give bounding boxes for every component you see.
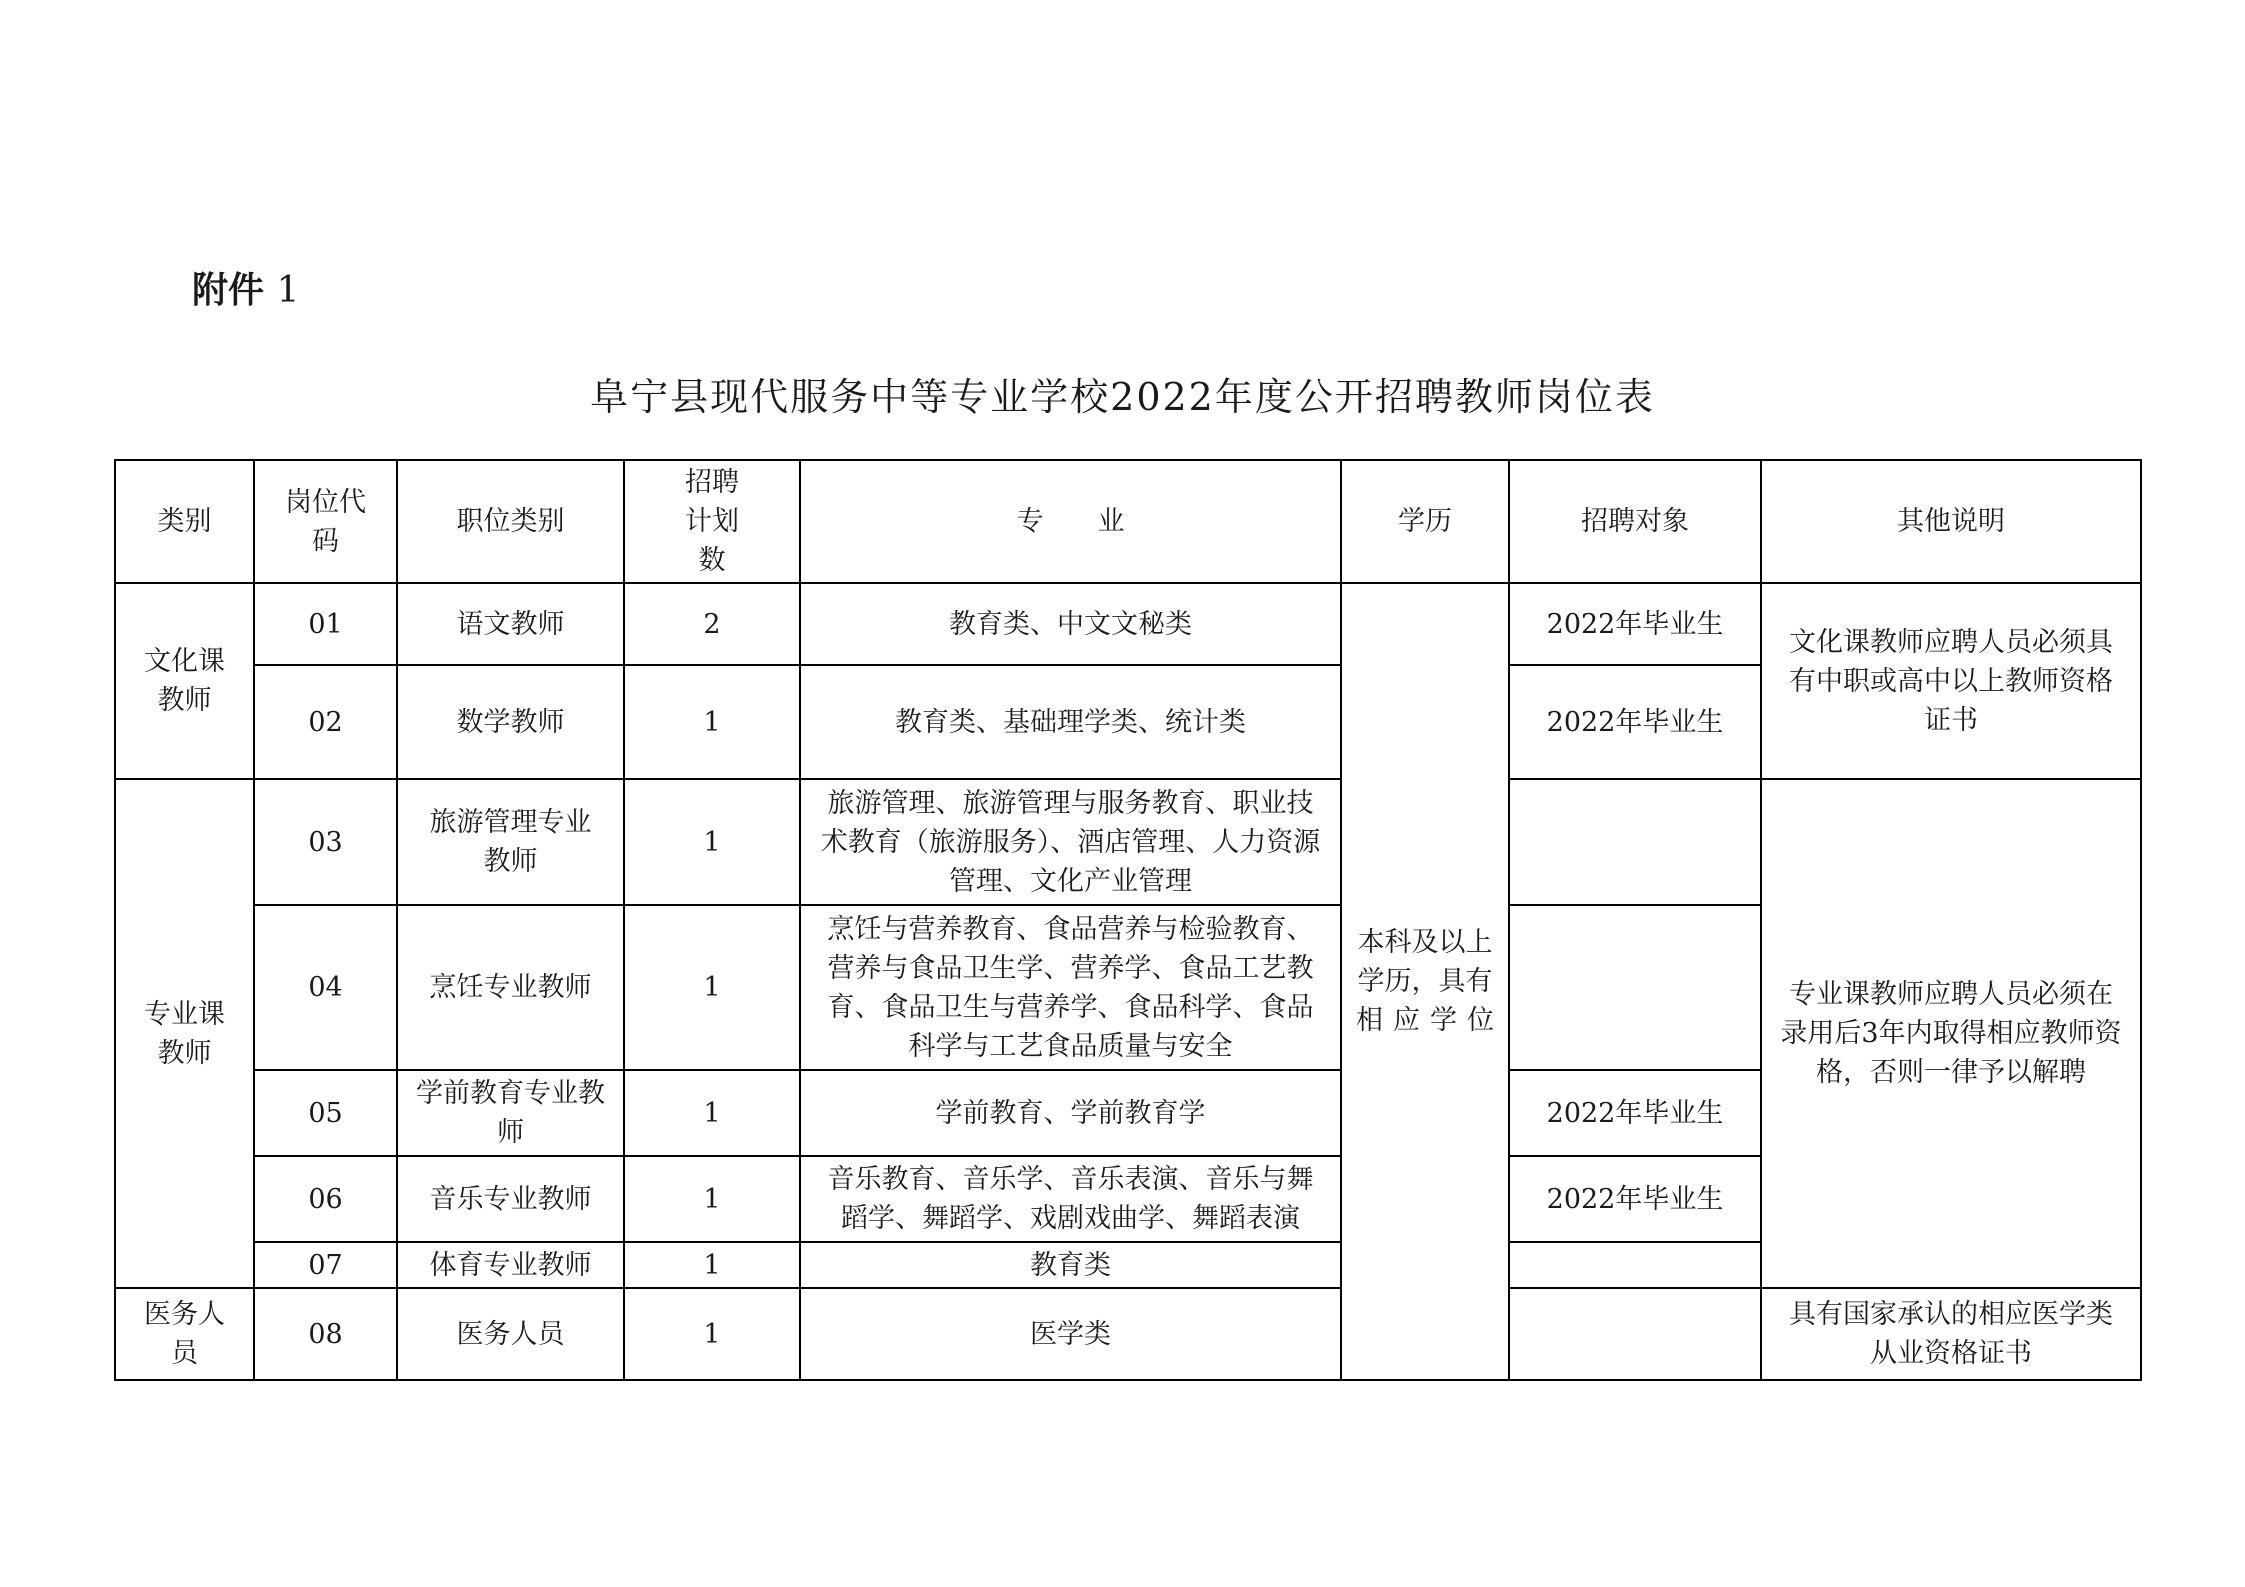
header-position: 职位类别 (397, 460, 624, 583)
cell-code: 06 (254, 1156, 397, 1242)
table-row (115, 583, 2141, 665)
cell-major: 教育类、基础理学类、统计类 (800, 665, 1341, 779)
header-target: 招聘对象 (1509, 460, 1761, 583)
cell-major: 音乐教育、音乐学、音乐表演、音乐与舞蹈学、舞蹈学、戏剧戏曲学、舞蹈表演 (800, 1156, 1341, 1242)
header-code: 岗位代码 (254, 460, 397, 583)
cell-plan: 1 (624, 779, 800, 905)
cell-code: 08 (254, 1288, 397, 1380)
cell-target (1509, 1288, 1761, 1380)
cell-position: 音乐专业教师 (397, 1156, 624, 1242)
cell-major: 学前教育、学前教育学 (800, 1070, 1341, 1156)
cell-major: 旅游管理、旅游管理与服务教育、职业技术教育（旅游服务）、酒店管理、人力资源管理、文化产业管理 (800, 779, 1341, 905)
attachment-label: 附件 1 (192, 270, 300, 311)
cell-target: 2022年毕业生 (1509, 1070, 1761, 1156)
cell-plan: 1 (624, 1156, 800, 1242)
cell-target (1509, 905, 1761, 1070)
table-header (115, 460, 2141, 583)
cell-code: 03 (254, 779, 397, 905)
group-medical: 医务人员 (115, 1288, 254, 1380)
cell-position: 学前教育专业教师 (397, 1070, 624, 1156)
cell-position: 旅游管理专业教师 (397, 779, 624, 905)
cell-plan: 1 (624, 1288, 800, 1380)
note-medical: 具有国家承认的相应医学类从业资格证书 (1761, 1288, 2141, 1380)
recruitment-table (114, 459, 2142, 1381)
cell-major: 教育类、中文文秘类 (800, 583, 1341, 665)
cell-major: 医学类 (800, 1288, 1341, 1380)
cell-position: 语文教师 (397, 583, 624, 665)
cell-code: 01 (254, 583, 397, 665)
cell-plan: 2 (624, 583, 800, 665)
cell-position: 医务人员 (397, 1288, 624, 1380)
cell-code: 04 (254, 905, 397, 1070)
cell-target: 2022年毕业生 (1509, 583, 1761, 665)
header-plan: 招聘计划数 (624, 460, 800, 583)
note-culture: 文化课教师应聘人员必须具有中职或高中以上教师资格证书 (1761, 583, 2141, 779)
cell-plan: 1 (624, 1070, 800, 1156)
note-professional: 专业课教师应聘人员必须在录用后3年内取得相应教师资格，否则一律予以解聘 (1761, 779, 2141, 1288)
header-notes: 其他说明 (1761, 460, 2141, 583)
group-culture: 文化课教师 (115, 583, 254, 779)
cell-education: 本科及以上学历，具有相应学位 (1341, 583, 1509, 1380)
table-row (115, 779, 2141, 905)
cell-major: 教育类 (800, 1242, 1341, 1288)
cell-code: 02 (254, 665, 397, 779)
cell-target (1509, 779, 1761, 905)
header-education: 学历 (1341, 460, 1509, 583)
header-major: 专 业 (800, 460, 1341, 583)
cell-plan: 1 (624, 905, 800, 1070)
cell-code: 05 (254, 1070, 397, 1156)
cell-target (1509, 1242, 1761, 1288)
cell-position: 烹饪专业教师 (397, 905, 624, 1070)
cell-major: 烹饪与营养教育、食品营养与检验教育、营养与食品卫生学、营养学、食品工艺教育、食品卫生与营养学、食品科学、食品科学与工艺食品质量与安全 (800, 905, 1341, 1070)
document-title: 阜宁县现代服务中等专业学校2022年度公开招聘教师岗位表 (590, 375, 1655, 419)
cell-position: 数学教师 (397, 665, 624, 779)
table-row (115, 1288, 2141, 1380)
cell-target: 2022年毕业生 (1509, 665, 1761, 779)
cell-plan: 1 (624, 665, 800, 779)
group-professional: 专业课教师 (115, 779, 254, 1288)
cell-target: 2022年毕业生 (1509, 1156, 1761, 1242)
cell-plan: 1 (624, 1242, 800, 1288)
cell-position: 体育专业教师 (397, 1242, 624, 1288)
cell-code: 07 (254, 1242, 397, 1288)
header-category: 类别 (115, 460, 254, 583)
